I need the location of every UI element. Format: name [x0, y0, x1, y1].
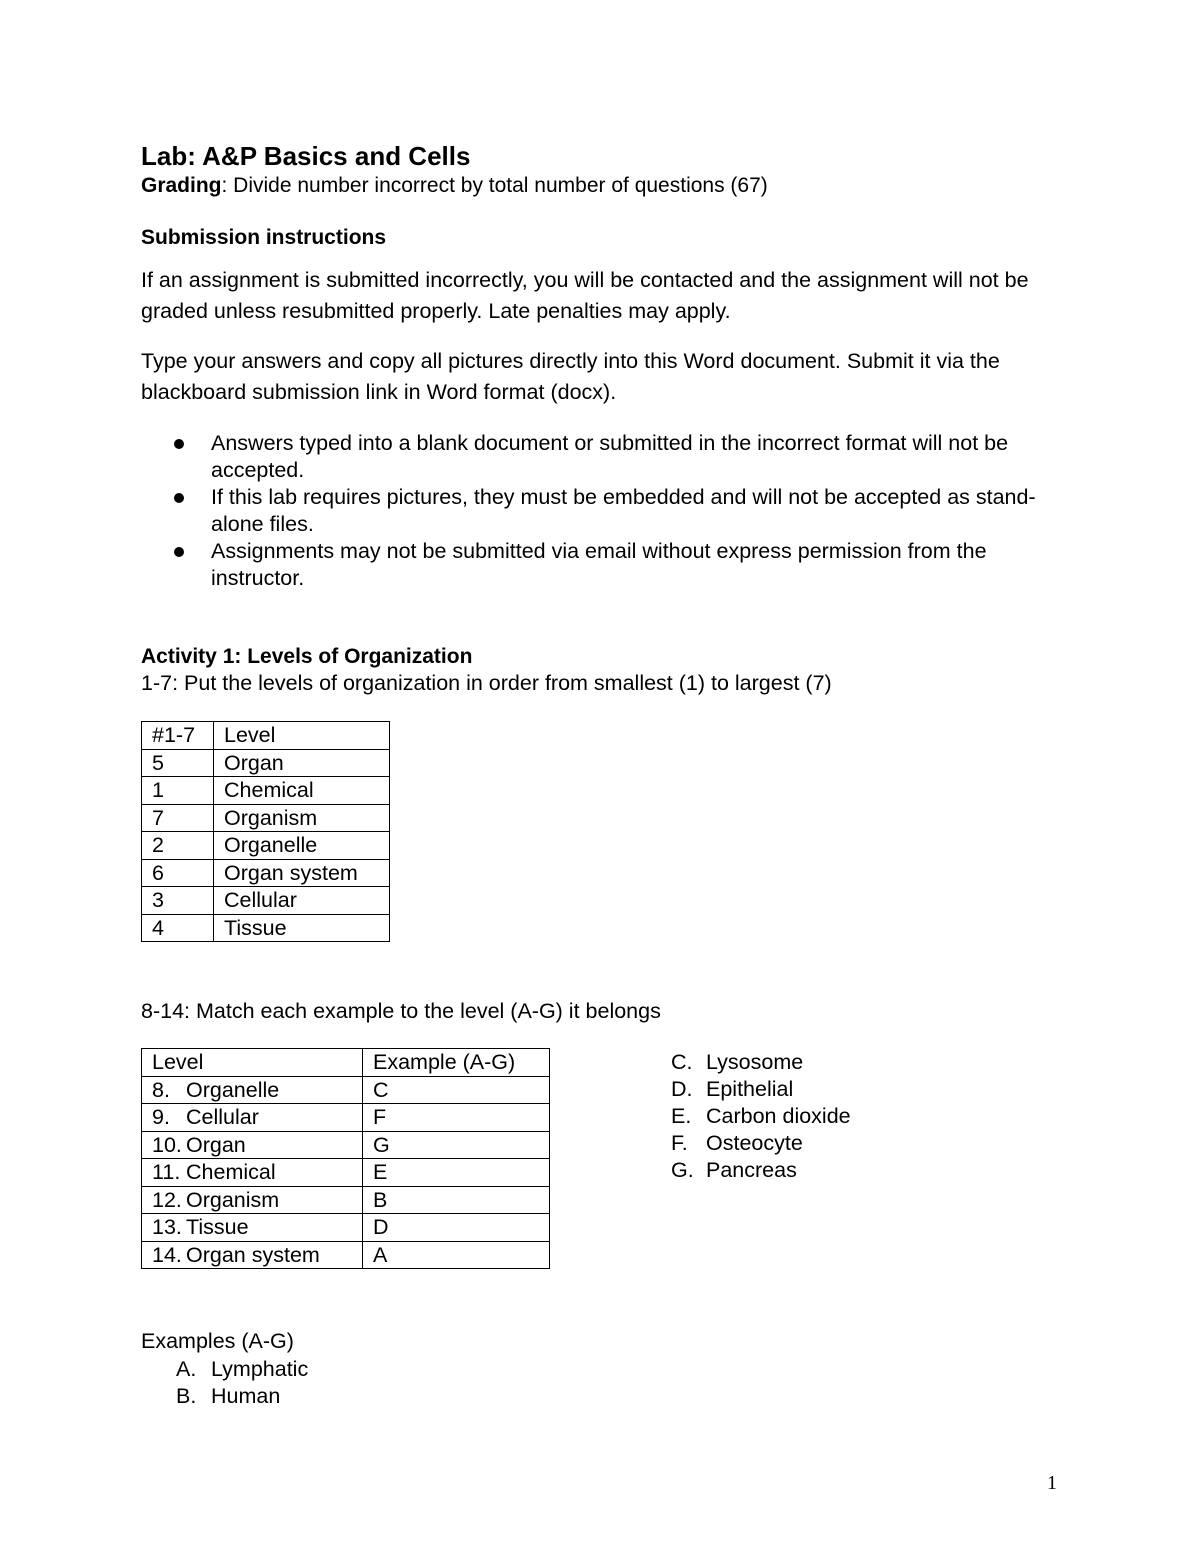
- order-number-cell[interactable]: 4: [142, 914, 214, 942]
- bullet-text: Answers typed into a blank document or submitted in the incorrect format will not be accepted.: [211, 431, 1009, 482]
- level-cell: [142, 1131, 363, 1159]
- level-cell: [142, 1214, 363, 1242]
- order-number-cell[interactable]: 6: [142, 859, 214, 887]
- table-row: [142, 749, 390, 777]
- option-letter: E.: [671, 1104, 692, 1128]
- list-item: [671, 1049, 851, 1076]
- question-number: 8.: [152, 1077, 170, 1102]
- level-cell: Cellular: [214, 887, 390, 915]
- list-item: [671, 1103, 851, 1130]
- bullet-text: Assignments may not be submitted via email without express permission from the instructor.: [211, 539, 987, 590]
- example-answer-cell[interactable]: D: [363, 1214, 550, 1242]
- order-number-cell[interactable]: 7: [142, 804, 214, 832]
- option-text: Lymphatic: [211, 1357, 309, 1381]
- level-cell: [142, 1241, 363, 1269]
- table-row: [142, 832, 390, 860]
- option-text: Pancreas: [706, 1158, 797, 1182]
- level-cell: Tissue: [214, 914, 390, 942]
- table-header-cell: Example (A-G): [363, 1049, 550, 1077]
- level-name: Cellular: [186, 1105, 259, 1130]
- order-number-cell[interactable]: 2: [142, 832, 214, 860]
- table-header-cell: Level: [142, 1049, 363, 1077]
- level-name: Organism: [186, 1187, 280, 1212]
- activity1-heading: Activity 1: Levels of Organization: [141, 645, 473, 668]
- level-name: Organ system: [186, 1242, 320, 1267]
- level-cell: Organ: [214, 749, 390, 777]
- table-row: [142, 1241, 550, 1269]
- level-name: Organelle: [186, 1077, 280, 1102]
- option-letter: D.: [671, 1077, 693, 1101]
- option-text: Human: [211, 1384, 281, 1408]
- document-title: Lab: A&P Basics and Cells: [141, 141, 471, 171]
- grading-label: Grading: [141, 174, 222, 197]
- level-cell: Organism: [214, 804, 390, 832]
- question-number: 11.: [152, 1160, 181, 1185]
- list-item: [176, 1356, 308, 1383]
- examples-list-continued: [671, 1049, 851, 1184]
- option-letter: A.: [176, 1357, 197, 1381]
- example-answer-cell[interactable]: F: [363, 1104, 550, 1132]
- table-header-row: [142, 722, 390, 750]
- order-number-cell[interactable]: 3: [142, 887, 214, 915]
- example-answer-cell[interactable]: B: [363, 1186, 550, 1214]
- question-number: 13.: [152, 1215, 182, 1240]
- table-row: [142, 1159, 550, 1187]
- option-letter: C.: [671, 1050, 693, 1074]
- bullet-text: If this lab requires pictures, they must be embedded and will not be accepted as stand-alone files.: [211, 485, 1036, 536]
- example-answer-cell[interactable]: G: [363, 1131, 550, 1159]
- table-row: [142, 887, 390, 915]
- table-row: [142, 1214, 550, 1242]
- order-number-cell[interactable]: 1: [142, 777, 214, 805]
- table-row: [142, 859, 390, 887]
- question-number: 9.: [152, 1105, 170, 1130]
- table-row: [142, 1104, 550, 1132]
- grading-text: : Divide number incorrect by total number of questions (67): [221, 174, 768, 197]
- question-number: 14.: [152, 1242, 182, 1267]
- question-number: 12.: [152, 1187, 182, 1212]
- level-cell: Organ system: [214, 859, 390, 887]
- list-item: [176, 1383, 308, 1410]
- level-cell: Chemical: [214, 777, 390, 805]
- examples-list: [176, 1356, 308, 1410]
- activity1-instruction-1: 1-7: Put the levels of organization in order from smallest (1) to largest (7): [141, 671, 832, 695]
- level-cell: [142, 1076, 363, 1104]
- bullet-dot-icon: [174, 439, 184, 449]
- example-answer-cell[interactable]: C: [363, 1076, 550, 1104]
- table-row: [142, 914, 390, 942]
- list-item: [671, 1130, 851, 1157]
- option-text: Osteocyte: [706, 1131, 803, 1155]
- list-item: [671, 1076, 851, 1103]
- option-letter: B.: [176, 1384, 197, 1408]
- bullet-item: [141, 484, 1071, 538]
- level-example-match-table: [141, 1048, 550, 1269]
- submission-heading: Submission instructions: [141, 226, 387, 249]
- table-row: [142, 777, 390, 805]
- list-item: [671, 1157, 851, 1184]
- table-header-row: [142, 1049, 550, 1077]
- table-row: [142, 1076, 550, 1104]
- level-name: Chemical: [186, 1160, 276, 1185]
- table-row: [142, 1186, 550, 1214]
- level-cell: [142, 1159, 363, 1187]
- option-text: Epithelial: [706, 1077, 794, 1101]
- table-header-cell: #1-7: [142, 722, 214, 750]
- page-number: 1: [1047, 1472, 1057, 1494]
- level-cell: Organelle: [214, 832, 390, 860]
- table-row: [142, 804, 390, 832]
- submission-bullet-list: [141, 430, 1071, 592]
- level-name: Organ: [186, 1132, 246, 1157]
- option-letter: G.: [671, 1158, 694, 1182]
- example-answer-cell[interactable]: E: [363, 1159, 550, 1187]
- activity1-instruction-2: 8-14: Match each example to the level (A-G) it belongs: [141, 999, 661, 1023]
- bullet-dot-icon: [174, 547, 184, 557]
- option-text: Lysosome: [706, 1050, 804, 1074]
- example-answer-cell[interactable]: A: [363, 1241, 550, 1269]
- level-name: Tissue: [186, 1215, 249, 1240]
- submission-paragraph-1: If an assignment is submitted incorrectly, you will be contacted and the assignment will not be graded unless resubmitted properly. Late penalties may apply.: [141, 268, 1029, 323]
- bullet-item: [141, 538, 1071, 592]
- levels-order-table: [141, 721, 390, 942]
- option-letter: F.: [671, 1131, 688, 1155]
- question-number: 10.: [152, 1132, 182, 1157]
- order-number-cell[interactable]: 5: [142, 749, 214, 777]
- option-text: Carbon dioxide: [706, 1104, 851, 1128]
- level-cell: [142, 1186, 363, 1214]
- table-row: [142, 1131, 550, 1159]
- examples-heading: Examples (A-G): [141, 1329, 294, 1353]
- table-header-cell: Level: [214, 722, 390, 750]
- bullet-dot-icon: [174, 493, 184, 503]
- grading-line: [141, 174, 768, 198]
- level-cell: [142, 1104, 363, 1132]
- bullet-item: [141, 430, 1071, 484]
- submission-paragraph-2: Type your answers and copy all pictures directly into this Word document. Submit it via the blackboard submission link in Word format (docx).: [141, 349, 1000, 404]
